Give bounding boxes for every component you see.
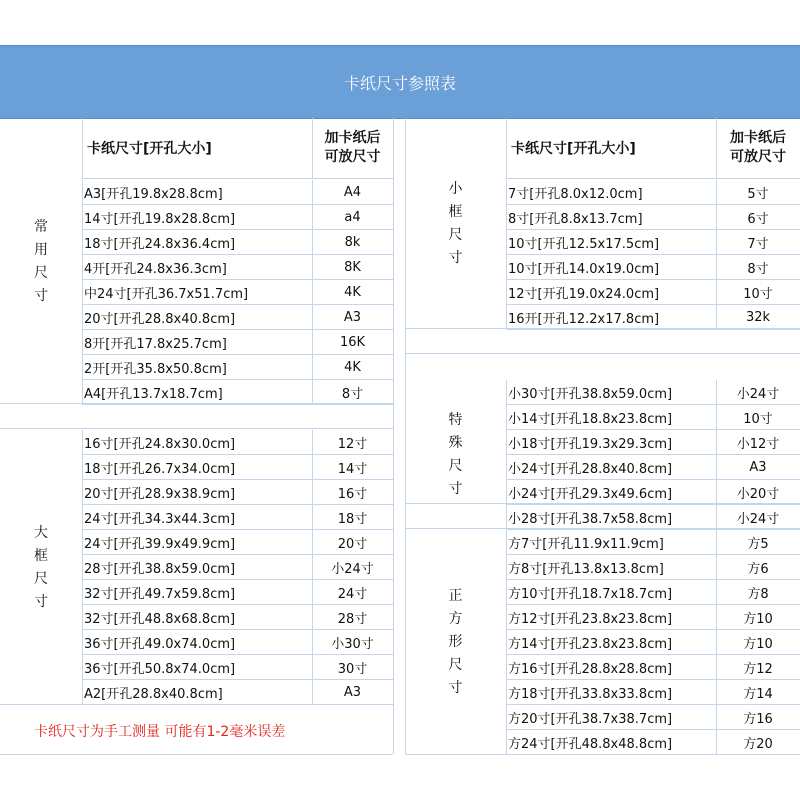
- row-size: 24寸[开孔34.3x44.3cm]: [84, 512, 236, 527]
- row-fit: 24寸: [337, 587, 368, 602]
- row-size: A3[开孔19.8x28.8cm]: [84, 187, 223, 202]
- row-fit: a4: [344, 210, 361, 225]
- row-fit: 小24寸: [331, 562, 374, 577]
- category-char: 框: [448, 204, 463, 220]
- category-label: [405, 380, 506, 530]
- grid-line: [506, 530, 507, 755]
- row-size: 10寸[开孔12.5x17.5cm]: [508, 237, 660, 252]
- row-fit: 20寸: [337, 537, 368, 552]
- header-fit-label: [312, 118, 393, 178]
- row-fit: 小12寸: [736, 437, 780, 452]
- row-fit: 18寸: [337, 512, 368, 527]
- grid-line: [506, 380, 507, 530]
- row-fit: 16K: [339, 335, 366, 350]
- grid-line: [82, 404, 393, 405]
- row-size: 20寸[开孔28.9x38.9cm]: [84, 487, 236, 502]
- category-char: 正: [448, 588, 463, 604]
- grid-line: [506, 178, 800, 179]
- row-fit: 8寸: [747, 262, 769, 277]
- category-char: 特: [448, 412, 463, 428]
- category-char: 小: [448, 181, 463, 197]
- row-fit: 方8: [747, 587, 769, 602]
- category-char: 寸: [34, 287, 48, 304]
- row-fit: A4: [343, 185, 362, 200]
- header-fit-line2: 可放尺寸: [324, 149, 381, 165]
- row-size: 小24寸[开孔29.3x49.6cm]: [508, 487, 673, 502]
- row-fit: 方20: [743, 737, 773, 752]
- header-size-label: 卡纸尺寸[开孔大小]: [511, 141, 636, 157]
- category-char: 寸: [448, 250, 463, 266]
- grid-line: [506, 180, 507, 330]
- row-fit: 方6: [747, 562, 769, 577]
- grid-line: [0, 403, 393, 404]
- category-char: 常: [34, 218, 48, 235]
- grid-line: [405, 118, 406, 754]
- row-fit: 小20寸: [736, 487, 780, 502]
- grid-line: [405, 328, 800, 329]
- row-fit: 方12: [743, 662, 773, 677]
- row-fit: 4K: [344, 360, 361, 375]
- row-size: 4开[开孔24.8x36.3cm]: [84, 262, 227, 277]
- category-char: 尺: [34, 570, 48, 587]
- grid-line: [0, 428, 393, 429]
- grid-line: [716, 380, 717, 530]
- row-fit: 小24寸: [736, 387, 780, 402]
- row-fit: 小24寸: [736, 512, 780, 527]
- grid-line: [0, 754, 393, 755]
- row-size: 36寸[开孔49.0x74.0cm]: [84, 637, 236, 652]
- category-label: [0, 430, 82, 705]
- row-fit: A3: [749, 460, 767, 475]
- row-size: 中24寸[开孔36.7x51.7cm]: [84, 287, 249, 302]
- category-char: 方: [448, 611, 463, 627]
- grid-line: [0, 704, 393, 705]
- grid-line: [405, 528, 800, 529]
- row-size: 8开[开孔17.8x25.7cm]: [84, 337, 227, 352]
- category-label: [405, 118, 506, 330]
- row-size: 小24寸[开孔28.8x40.8cm]: [508, 462, 673, 477]
- row-fit: 8K: [344, 260, 361, 275]
- row-fit: 方16: [743, 712, 773, 727]
- row-fit: 方14: [743, 687, 773, 702]
- grid-line: [82, 430, 83, 705]
- row-fit: 7寸: [747, 237, 769, 252]
- row-size: A2[开孔28.8x40.8cm]: [84, 687, 223, 702]
- grid-line: [405, 353, 800, 354]
- row-fit: A3: [343, 685, 362, 700]
- row-size: 方24寸[开孔48.8x48.8cm]: [508, 737, 673, 752]
- grid-line: [312, 180, 313, 405]
- row-size: 16开[开孔12.2x17.8cm]: [508, 312, 660, 327]
- row-size: 20寸[开孔28.8x40.8cm]: [84, 312, 236, 327]
- row-size: 10寸[开孔14.0x19.0cm]: [508, 262, 660, 277]
- row-fit: 4K: [344, 285, 361, 300]
- grid-line: [312, 430, 313, 705]
- grid-line: [393, 118, 394, 754]
- category-char: 殊: [448, 435, 463, 451]
- grid-line: [312, 118, 313, 178]
- category-char: 寸: [448, 680, 463, 696]
- grid-line: [506, 118, 507, 178]
- row-size: 方10寸[开孔18.7x18.7cm]: [508, 587, 673, 602]
- row-fit: 5寸: [747, 187, 769, 202]
- row-size: 32寸[开孔48.8x68.8cm]: [84, 612, 236, 627]
- row-fit: 10寸: [743, 287, 773, 302]
- row-fit: 小30寸: [331, 637, 374, 652]
- row-size: 12寸[开孔19.0x24.0cm]: [508, 287, 660, 302]
- page-title: 卡纸尺寸参照表: [343, 73, 456, 93]
- row-size: 7寸[开孔8.0x12.0cm]: [508, 187, 643, 202]
- row-size: 小14寸[开孔18.8x23.8cm]: [508, 412, 673, 427]
- header-size-label: 卡纸尺寸[开孔大小]: [87, 141, 212, 157]
- grid-line: [82, 180, 83, 405]
- category-char: 框: [34, 547, 48, 564]
- row-size: 14寸[开孔19.8x28.8cm]: [84, 212, 236, 227]
- category-char: 大: [34, 524, 48, 541]
- category-char: 形: [448, 634, 463, 650]
- category-label: [405, 530, 506, 755]
- header-fit-line1: 加卡纸后: [324, 130, 381, 146]
- row-size: 36寸[开孔50.8x74.0cm]: [84, 662, 236, 677]
- row-fit: 方5: [747, 537, 769, 552]
- row-size: 18寸[开孔26.7x34.0cm]: [84, 462, 236, 477]
- row-size: 方20寸[开孔38.7x38.7cm]: [508, 712, 673, 727]
- row-size: 小18寸[开孔19.3x29.3cm]: [508, 437, 673, 452]
- row-size: 方14寸[开孔23.8x23.8cm]: [508, 637, 673, 652]
- category-char: 用: [34, 241, 48, 258]
- grid-line: [405, 503, 800, 504]
- grid-line: [82, 178, 393, 179]
- row-size: 18寸[开孔24.8x36.4cm]: [84, 237, 236, 252]
- row-size: 小28寸[开孔38.7x58.8cm]: [508, 512, 673, 527]
- row-fit: 10寸: [743, 412, 773, 427]
- row-fit: 14寸: [337, 462, 368, 477]
- row-fit: 30寸: [337, 662, 368, 677]
- category-char: 寸: [448, 481, 463, 497]
- row-fit: 方10: [743, 637, 773, 652]
- row-fit: A3: [343, 310, 362, 325]
- category-char: 寸: [34, 593, 48, 610]
- row-fit: 8k: [344, 235, 361, 250]
- grid-line: [716, 180, 717, 330]
- row-size: 32寸[开孔49.7x59.8cm]: [84, 587, 236, 602]
- row-size: 24寸[开孔39.9x49.9cm]: [84, 537, 236, 552]
- row-fit: 16寸: [337, 487, 368, 502]
- row-fit: 6寸: [747, 212, 769, 227]
- row-size: 方18寸[开孔33.8x33.8cm]: [508, 687, 673, 702]
- grid-line: [716, 118, 717, 178]
- row-size: 8寸[开孔8.8x13.7cm]: [508, 212, 643, 227]
- row-size: 28寸[开孔38.8x59.0cm]: [84, 562, 236, 577]
- row-size: 16寸[开孔24.8x30.0cm]: [84, 437, 236, 452]
- category-char: 尺: [448, 227, 463, 243]
- row-size: 小30寸[开孔38.8x59.0cm]: [508, 387, 673, 402]
- row-size: 2开[开孔35.8x50.8cm]: [84, 362, 227, 377]
- row-size: 方16寸[开孔28.8x28.8cm]: [508, 662, 673, 677]
- row-fit: 12寸: [337, 437, 368, 452]
- grid-line: [82, 118, 83, 178]
- row-fit: 方10: [743, 612, 773, 627]
- row-fit: 32k: [745, 310, 771, 325]
- category-label: [0, 118, 82, 405]
- header-fit-line2: 可放尺寸: [730, 149, 786, 165]
- row-fit: 28寸: [337, 612, 368, 627]
- grid-line: [716, 530, 717, 755]
- header-fit-line1: 加卡纸后: [730, 130, 786, 146]
- grid-line: [506, 329, 800, 330]
- grid-line: [405, 754, 800, 755]
- header-fit-label: [716, 118, 800, 178]
- row-fit: 8寸: [341, 387, 364, 402]
- row-size: 方12寸[开孔23.8x23.8cm]: [508, 612, 673, 627]
- measurement-note: 卡纸尺寸为手工测量 可能有1-2毫米误差: [34, 724, 286, 740]
- category-char: 尺: [448, 458, 463, 474]
- row-size: 方7寸[开孔11.9x11.9cm]: [508, 537, 664, 552]
- row-size: A4[开孔13.7x18.7cm]: [84, 387, 223, 402]
- category-char: 尺: [34, 264, 48, 281]
- row-size: 方8寸[开孔13.8x13.8cm]: [508, 562, 664, 577]
- category-char: 尺: [448, 657, 463, 673]
